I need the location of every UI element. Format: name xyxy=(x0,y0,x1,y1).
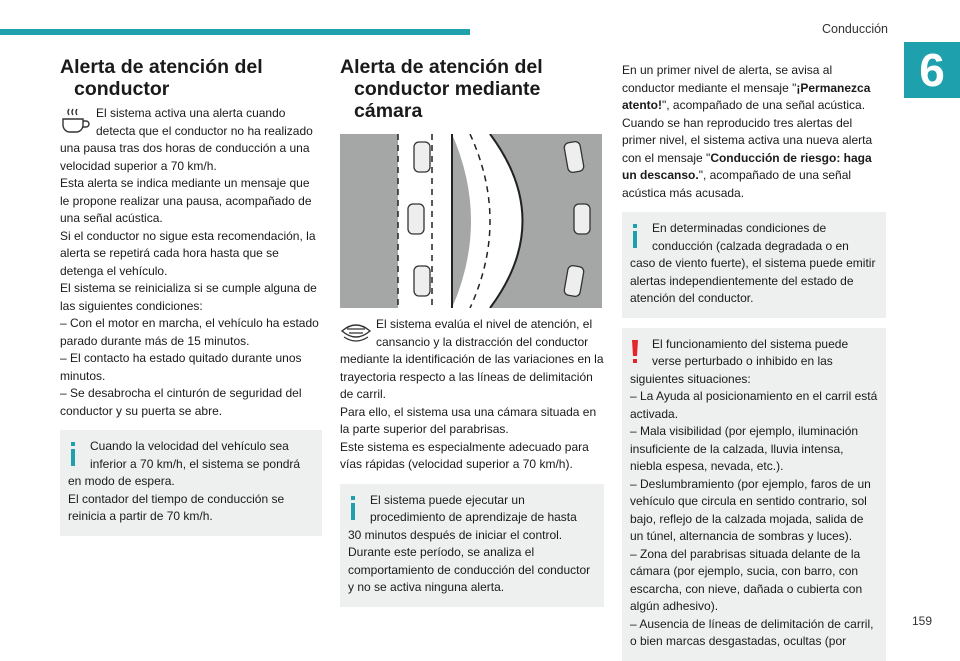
section-title: Alerta de atención del conductor mediante cámara xyxy=(340,56,543,122)
list-item: – Ausencia de líneas de delimitación de carril, o bien marcas desgastadas, ocultas (por xyxy=(630,616,874,648)
paragraph: Este sistema es especialmente adecuado para vías rápidas (velocidad superior a 70 km/h). xyxy=(340,439,589,471)
paragraph: Si el conductor no sigue esta recomendación, la alerta se repetirá cada hora hasta que se detenga el vehículo. xyxy=(60,228,316,278)
paragraph: Para ello, el sistema usa una cámara situada en la parte superior del parabrisas. xyxy=(340,404,597,436)
info-icon xyxy=(630,224,640,254)
list-item: – Zona del parabrisas situada delante de la cámara (por ejemplo, sucia, con barro, con escarcha, con nieve, dañada o cubierta con algún adhesivo). xyxy=(630,546,863,613)
list-item: – Deslumbramiento (por ejemplo, faros de un vehículo que circula en sentido contrario, sol bajo, reflejo de la calzada mojada, salida de un túnel, alternancia de sombras y luces). xyxy=(630,476,871,543)
list-item: – La Ayuda al posicionamiento en el carril está activada. xyxy=(630,389,878,421)
info-icon xyxy=(348,496,358,526)
section-title: Alerta de atención del conductor xyxy=(60,56,263,100)
paragraph: Cuando se han reproducido tres alertas del primer nivel, el sistema activa una nueva alerta con el mensaje "Conducción de riesgo: haga un descanso.", acompañado de una señal acústica más acusada. xyxy=(622,115,873,200)
paragraph: En un primer nivel de alerta, se avisa al conductor mediante el mensaje "¡Permanezca atento!", acompañado de una señal acústica. xyxy=(622,63,871,112)
chapter-title: Conducción xyxy=(821,22,888,36)
paragraph: El sistema se reinicializa si se cumple alguna de las siguientes condiciones: xyxy=(60,281,317,313)
column-driver-attention-alert xyxy=(60,56,322,536)
list-item: – Con el motor en marcha, el vehículo ha estado parado durante más de 15 minutos. xyxy=(60,316,319,348)
lane-drift-illustration xyxy=(340,134,602,308)
paragraph: Esta alerta se indica mediante un mensaje que le propone realizar una pausa, acompañado de una señal acústica. xyxy=(60,176,312,225)
column-alert-levels xyxy=(622,62,886,661)
header-accent-bar xyxy=(0,29,470,35)
intro-paragraph: El sistema activa una alerta cuando detecta que el conductor no ha realizado una pausa tras dos horas de conducción a una velocidad superior a 70 km/h. xyxy=(60,106,313,173)
info-note: El sistema puede ejecutar un procedimiento de aprendizaje de hasta 30 minutos después de iniciar el control. Durante este período, se analiza el comportamiento de conducción del conductor y no se activa ninguna alerta. xyxy=(340,484,604,607)
column-camera-attention-alert xyxy=(340,56,604,607)
intro-paragraph: El sistema evalúa el nivel de atención, el cansancio y la distracción del conductor mediante la identificación de las variaciones en la trayectoria respecto a las líneas de delimitación de carril. xyxy=(340,317,604,401)
coffee-cup-icon xyxy=(60,106,90,142)
list-item: – Mala visibilidad (por ejemplo, iluminación insuficiente de la calzada, lluvia intensa, niebla espesa, nevada, etc.). xyxy=(630,424,859,473)
list-item: – El contacto ha estado quitado durante unos minutos. xyxy=(60,351,302,383)
info-note: En determinadas condiciones de conducción (calzada degradada o en caso de viento fuerte), el sistema puede emitir alertas independientemente del estado de atención del conductor. xyxy=(622,212,886,318)
warning-note: El funcionamiento del sistema puede verse perturbado o inhibido en las siguientes situaciones: – La Ayuda al posicionamiento en el carril está activada. – Mala visibilidad (por ejemplo, iluminación insuficiente de la calzada, lluvia intensa, niebla espesa, nevada, etc.). – Deslumbramiento (por ejemplo, faros de un vehículo que circula en sentido contrario, sol bajo, reflejo de la calzada mojada, salida de un túnel, alternancia de sombras y luces). – Zona del parabrisas situada delante de la cámara (por ejemplo, sucia, con barro, con escarcha, con nieve, dañada o cubierta con algún adhesivo). – Ausencia de líneas de delimitación de carril, o bien marcas desgastadas, ocultas (por xyxy=(622,328,886,661)
driver-eye-icon xyxy=(340,317,372,351)
info-note: Cuando la velocidad del vehículo sea inferior a 70 km/h, el sistema se pondrá en modo de espera. El contador del tiempo de conducción se reinicia a partir de 70 km/h. xyxy=(60,430,322,536)
chapter-number-badge: 6 xyxy=(904,42,960,98)
list-item: – Se desabrocha el cinturón de seguridad del conductor y su puerta se abre. xyxy=(60,386,302,418)
page-number: 159 xyxy=(911,614,932,628)
warning-exclamation-icon xyxy=(630,340,640,370)
info-icon xyxy=(68,442,78,472)
